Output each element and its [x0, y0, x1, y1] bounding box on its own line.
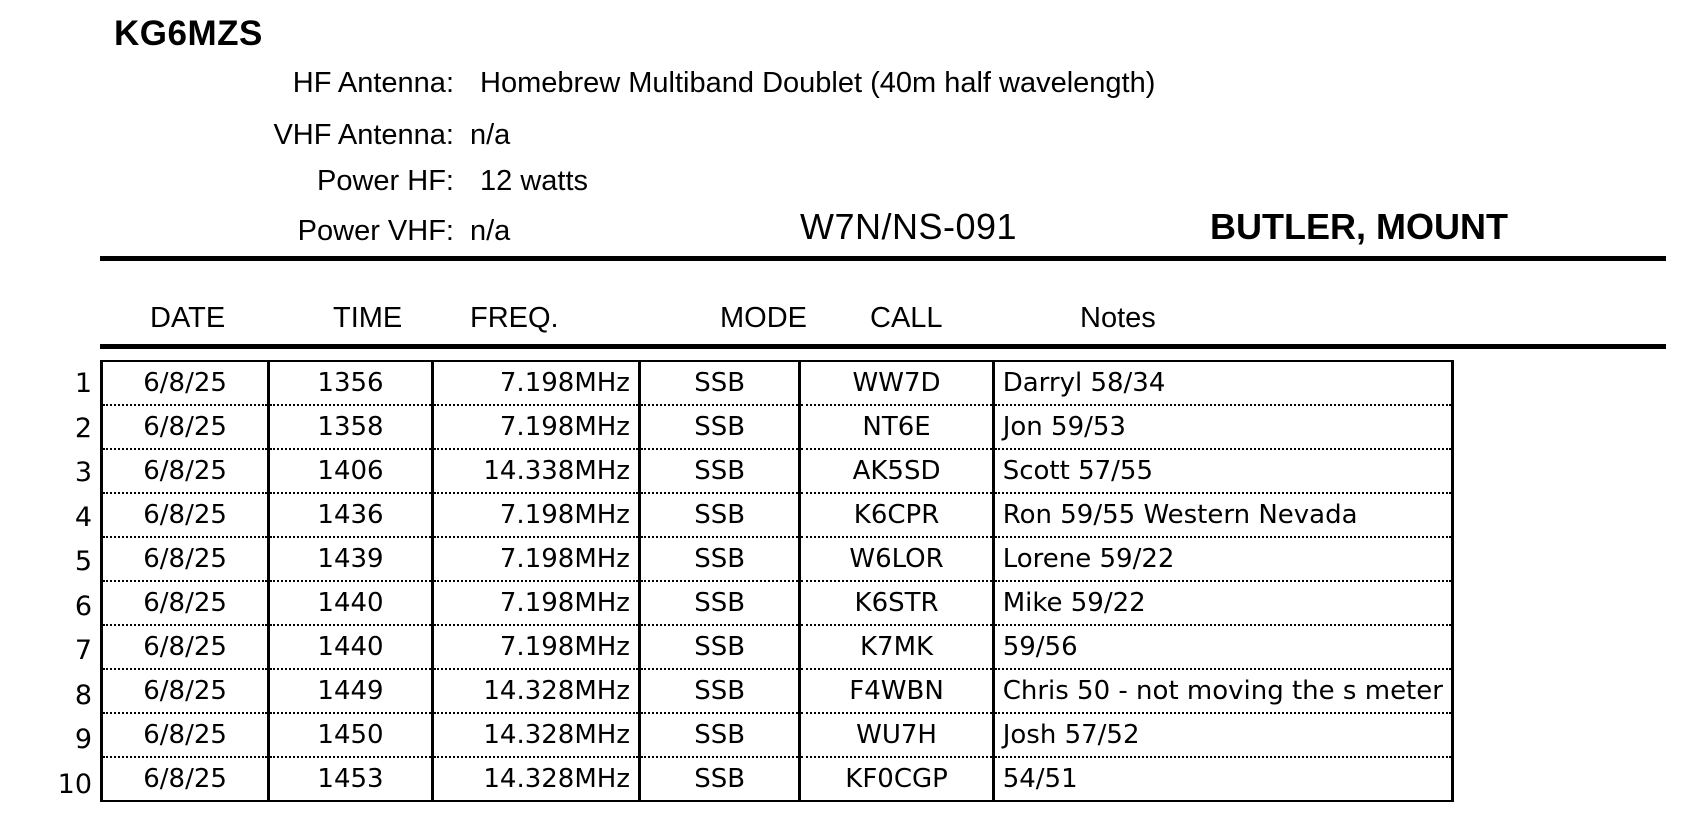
table-row	[102, 537, 1453, 581]
info-row-power-hf	[0, 164, 1700, 198]
table-row	[102, 493, 1453, 537]
cell-date: 6/8/25	[102, 537, 269, 581]
cell-mode: SSB	[639, 405, 799, 449]
cell-mode: SSB	[639, 713, 799, 757]
cell-date: 6/8/25	[102, 713, 269, 757]
cell-freq: 7.198MHz	[432, 581, 639, 625]
header-divider	[100, 344, 1666, 349]
summit-reference: W7N/NS-091	[800, 206, 1018, 247]
table-row	[102, 625, 1453, 669]
cell-freq: 7.198MHz	[432, 625, 639, 669]
row-number: 3	[74, 457, 92, 488]
table-row	[102, 361, 1453, 405]
cell-time: 1358	[269, 405, 433, 449]
row-number: 5	[74, 546, 92, 577]
cell-call: W6LOR	[800, 537, 993, 581]
cell-time: 1436	[269, 493, 433, 537]
cell-mode: SSB	[639, 537, 799, 581]
table-row	[102, 713, 1453, 757]
row-number: 10	[57, 768, 92, 800]
row-number: 8	[74, 679, 92, 711]
cell-call: F4WBN	[800, 669, 993, 713]
cell-call: K6STR	[800, 581, 993, 625]
cell-time: 1449	[269, 669, 433, 713]
cell-notes: Mike 59/22	[993, 581, 1452, 625]
cell-notes: Chris 50 - not moving the s meter	[993, 669, 1452, 713]
cell-time: 1356	[269, 361, 433, 405]
cell-call: WU7H	[800, 713, 993, 757]
cell-notes: Scott 57/55	[993, 449, 1452, 493]
row-number: 6	[74, 590, 92, 622]
cell-date: 6/8/25	[102, 581, 269, 625]
cell-notes: 54/51	[993, 757, 1452, 801]
cell-date: 6/8/25	[102, 493, 269, 537]
cell-call: NT6E	[800, 405, 993, 449]
table-row	[102, 581, 1453, 625]
cell-time: 1406	[269, 449, 433, 493]
row-number: 9	[74, 724, 92, 755]
cell-mode: SSB	[639, 361, 799, 405]
power-vhf-value: n/a	[470, 215, 511, 247]
col-head-date: DATE	[150, 302, 226, 334]
cell-freq: 14.328MHz	[432, 757, 639, 801]
cell-notes: Josh 57/52	[993, 713, 1452, 757]
table-row	[102, 757, 1453, 801]
station-callsign: KG6MZS	[114, 14, 263, 53]
cell-mode: SSB	[639, 757, 799, 801]
cell-time: 1453	[269, 757, 433, 801]
cell-time: 1439	[269, 537, 433, 581]
cell-date: 6/8/25	[102, 405, 269, 449]
cell-date: 6/8/25	[102, 625, 269, 669]
cell-date: 6/8/25	[102, 757, 269, 801]
col-head-time: TIME	[333, 302, 403, 334]
cell-notes: Ron 59/55 Western Nevada	[993, 493, 1452, 537]
cell-notes: 59/56	[993, 625, 1452, 669]
cell-freq: 14.338MHz	[432, 449, 639, 493]
table-row	[102, 405, 1453, 449]
top-divider	[100, 256, 1666, 261]
row-number: 1	[74, 368, 92, 399]
table-row	[102, 669, 1453, 713]
hf-antenna-value: Homebrew Multiband Doublet (40m half wavelength)	[480, 67, 1156, 99]
cell-call: WW7D	[800, 361, 993, 405]
cell-call: AK5SD	[800, 449, 993, 493]
summit-name: BUTLER, MOUNT	[1210, 206, 1508, 247]
cell-date: 6/8/25	[102, 669, 269, 713]
cell-date: 6/8/25	[102, 361, 269, 405]
cell-notes: Jon 59/53	[993, 405, 1452, 449]
vhf-antenna-label: VHF Antenna:	[273, 119, 454, 151]
hf-antenna-label: HF Antenna:	[292, 67, 454, 99]
cell-call: KF0CGP	[800, 757, 993, 801]
cell-freq: 7.198MHz	[432, 405, 639, 449]
cell-mode: SSB	[639, 493, 799, 537]
row-number: 2	[74, 412, 92, 444]
info-row-vhf-antenna	[0, 118, 1700, 152]
col-head-mode: MODE	[720, 302, 807, 334]
cell-time: 1440	[269, 581, 433, 625]
power-hf-label: Power HF:	[317, 165, 454, 197]
row-numbers	[44, 362, 92, 807]
col-head-call: CALL	[870, 302, 943, 334]
row-number: 4	[74, 501, 92, 533]
cell-mode: SSB	[639, 625, 799, 669]
cell-time: 1450	[269, 713, 433, 757]
col-head-freq: FREQ.	[470, 302, 559, 334]
cell-freq: 7.198MHz	[432, 493, 639, 537]
row-number: 7	[74, 635, 92, 666]
power-vhf-label: Power VHF:	[297, 215, 454, 247]
table-row	[102, 449, 1453, 493]
cell-mode: SSB	[639, 669, 799, 713]
qso-log-table	[100, 360, 1454, 802]
vhf-antenna-value: n/a	[470, 119, 511, 151]
cell-notes: Darryl 58/34	[993, 361, 1452, 405]
cell-freq: 7.198MHz	[432, 361, 639, 405]
info-row-hf-antenna	[0, 66, 1700, 100]
power-hf-value: 12 watts	[480, 165, 588, 197]
cell-call: K7MK	[800, 625, 993, 669]
cell-mode: SSB	[639, 581, 799, 625]
cell-notes: Lorene 59/22	[993, 537, 1452, 581]
cell-call: K6CPR	[800, 493, 993, 537]
cell-freq: 7.198MHz	[432, 537, 639, 581]
cell-time: 1440	[269, 625, 433, 669]
cell-mode: SSB	[639, 449, 799, 493]
cell-date: 6/8/25	[102, 449, 269, 493]
col-head-notes: Notes	[1080, 302, 1156, 334]
cell-freq: 14.328MHz	[432, 669, 639, 713]
cell-freq: 14.328MHz	[432, 713, 639, 757]
